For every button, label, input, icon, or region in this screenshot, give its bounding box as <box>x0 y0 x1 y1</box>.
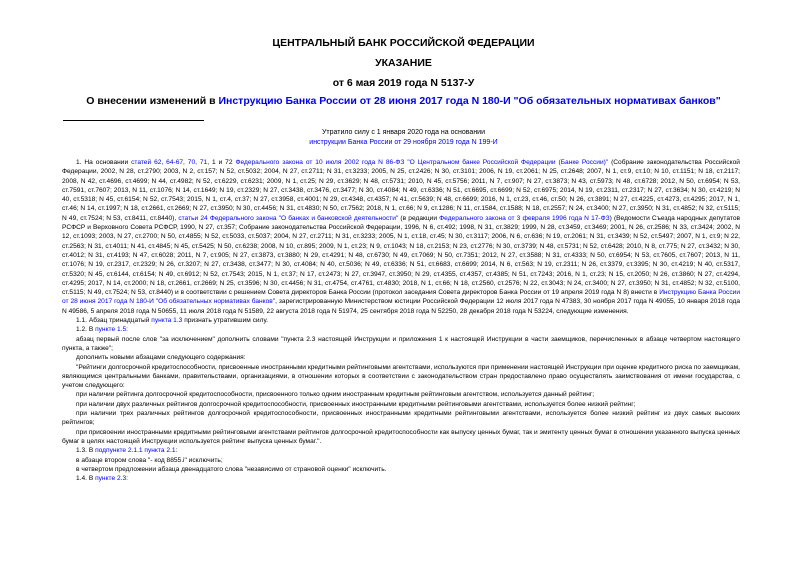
separator-rule <box>63 120 204 121</box>
text: (в редакции <box>398 214 440 222</box>
paragraph-1-3 <box>62 446 740 455</box>
document-date-number: от 6 мая 2019 года N 5137-У <box>332 77 475 89</box>
text: , зарегистрированную Министерством юстиции Российской Федерации 12 июля 2017 года N 47383, 30 ноября 2017 года N 49055, 10 января 2018 года N 49586, 5 апреля 2018 года N 50655, 11 июля 2018 года N 51589, 22 августа 2018 года N 51974, 25 сентября 2018 года N 52250, 28 декабря 2018 года N 53224, следующие изменения. <box>62 298 741 315</box>
text: 1.1. Абзац тринадцатый <box>76 317 152 325</box>
text: ) (Ведомости Съезда народных депутатов РСФСР и Верховного Совета РСФСР, 1990, N 27, ст.357; Собрание законодательства Российской Федерации, 1996, N 6, ст.492; 1998, N 31, ст.3829; 1999, N 28, ст.3459, ст.3469; 2001, N 26, ст.2586; N 33, ст.3424; 2002, N 12, ст.1093; 2003, N 27, ст.2700; N 50, ст.4855; N 52, ст.5033, ст.5037; 2004, N 27, ст.2711; N 31, ст.3233; 2005, N 1, ст.18, ст.45; N 30, ст.3117; 2006, N 6, ст.636; N 19, ст.2061; N 31, ст.3439; N 52, ст.5497; 2007, N 1, ст.9; N 22, ст.2563; N 31, ст.4011; N 41, ст.4845; N 45, ст.5425; N 50, ст.6238; 2008, N 10, ст.895; 2009, N 1, ст.23; N 9, ст.1043; N 18, ст.2153; N 23, ст.2776; N 30, ст.3739; N 48, ст.5731; N 52, ст.6428; 2010, N 8, ст.775; N 27, ст.3432; N 30, ст.4012; N 31, ст.4193; N 47, ст.6028; 2011, N 7, ст.905; N 27, ст.3873, ст.3880; N 29, ст.4291; N 48, ст.6730; N 49, ст.7069; N 50, ст.7351; 2012, N 27, ст.3588; N 31, ст.4333; N 50, ст.6954; N 53, ст.7605, ст.7607; 2013, N 11, ст.1076; N 19, ст.2317, ст.2329; N 26, ст.3207; N 27, ст.3438, ст.3477; N 30, ст.4084; N 40, ст.5036; N 49, ст.6336; N 51, ст.6683, ст.6699; 2014, N 6, ст.563; N 19, ст.2311; N 26, ст.3379, ст.3395; N 30, ст.4219; N 40, ст.5317, ст.5320; N 45, ст.6144, ст.6154; N 49, ст.6912; N 52, ст.7543; 2015, N 1, ст.37; N 17, ст.2473; N 27, ст.3947, ст.3950; N 29, ст.4355, ст.4357, ст.4385; N 51, ст.7243; 2016, N 1, ст.23; N 15, ст.2050; N 26, ст.3860; N 27, ст.4294, ст.4295; 2017, N 14, ст.2000; N 18, ст.2661, ст.2669; N 25, ст.3596; N 30, ст.4456; N 31, ст.4754, ст.4761, ст.4830; 2018, N 1, ст.66; N 18, ст.2560, ст.2576; N 22, ст.3043; N 24, ст.3400; N 27, ст.3950; N 31, ст.4852; N 32, ст.5100, ст.5115; N 49, ст.7524; N 53, ст.8440) и в соответствии с решением Совета директоров Банка России (протокол заседания Совета директоров Банка России от 19 апреля 2019 года N 8) внести в <box>62 214 740 297</box>
expiry-note-line1: Утратило силу с 1 января 2020 года на основании <box>321 129 486 136</box>
paragraph-1-2-f: при наличии трех различных рейтингов долгосрочной кредитоспособности, присвоенных иностранными кредитными рейтинговыми агентствами, используется более низкий рейтинг из двух самых высоких рейтингов; <box>62 410 740 427</box>
paragraph-1-3-b: в четвертом предложении абзаца двенадцатого слова "независимо от страновой оценки" исключить. <box>76 465 387 473</box>
title-prefix: О внесении изменений в <box>86 95 219 107</box>
paragraph-1-4 <box>62 474 740 483</box>
link-federal-law-86fz[interactable]: Федерального закона от 10 июля 2002 года N 86-ФЗ "О Центральном банке Российской Федерации (Банке России)" <box>235 159 609 166</box>
paragraph-1-2-c: "Рейтинги долгосрочной кредитоспособности, присвоенные иностранными кредитными рейтинговыми агентствами, используются при применении настоящей Инструкции при оценке кредитного риска по заемщикам, являющимся центральными банками, правительствами, организациями, в отношении которых в соответствии с законодательством стран предоставлено право осуществлять заимствования от имени государства, с учетом следующего: <box>62 363 740 390</box>
text: : <box>175 447 178 455</box>
text: : <box>126 326 128 334</box>
text: 1.2. В <box>76 326 96 334</box>
issuer-heading: ЦЕНТРАЛЬНЫЙ БАНК РОССИЙСКОЙ ФЕДЕРАЦИИ <box>272 37 535 49</box>
expiry-note <box>0 128 807 148</box>
link-point-1-3[interactable]: пункта 1.3 <box>151 317 183 325</box>
text: 1.3. В <box>76 447 96 455</box>
paragraph-1-1 <box>62 316 740 325</box>
link-instruction-180i[interactable]: Инструкцию Банка России от 28 июня 2017 года N 180-И "Об обязательных нормативах банков" <box>62 289 740 306</box>
text: 1. На основании <box>76 159 132 166</box>
link-subpoint-2-1-1[interactable]: подпункте 2.1.1 пункта 2.1 <box>95 447 176 455</box>
paragraph-1-2-e: при наличии двух различных рейтингов долгосрочной кредитоспособности, присвоенных иностранными кредитными рейтинговыми агентствами, используется более низкий рейтинг; <box>76 400 636 408</box>
paragraph-1-3-a: в абзаце втором слова "- код 8855.i" исключить; <box>76 456 223 464</box>
link-point-1-5[interactable]: пункте 1.5 <box>95 326 127 334</box>
paragraph-1 <box>62 158 740 316</box>
link-point-2-3[interactable]: пункте 2.3 <box>95 475 127 483</box>
link-articles-62-72[interactable]: статей 62, 64-67, 70, 71 <box>131 159 208 166</box>
paragraph-1-2-d: при наличии рейтинга долгосрочной кредитоспособности, присвоенного только одним иностранным кредитным рейтинговым агентством, используется данный рейтинг; <box>76 391 595 399</box>
paragraph-1-2-g: при присвоении иностранными кредитными рейтинговыми агентствами рейтингов долгосрочной кредитоспособности как выпуску ценных бумаг, так и эмитенту ценных бумаг в отношении указанного выпуска ценных бумаг в целях настоящей Инструкции используется рейтинг выпуска ценных бумаг.". <box>62 428 740 445</box>
text: (Собрание законодательства Российской Федерации, 2002, N 28, ст.2790; 2003, N 2, ст.157; N 52, ст.5032; 2004, N 27, ст.2711; N 31, ст.3233; 2005, N 25, ст.2426; N 30, ст.3101; 2006, N 19, ст.2061; N 25, ст.2648; 2007, N 1, ст.9, ст.10; N 10, ст.1151; N 18, ст.2117; 2008, N 42, ст.4696, ст.4699; N 44, ст.4982; N 52, ст.6229, ст.6231; 2009, N 1, ст.25; N 29, ст.3629; N 48, ст.5731; 2010, N 45, ст.5756; 2011, N 7, ст.907; N 27, ст.3873; N 43, ст.5973; N 48, ст.6728; 2012, N 50, ст.6954; N 53, ст.7591, ст.7607; 2013, N 11, ст.1076; N 14, ст.1649; N 19, ст.2329; N 27, ст.3438, ст.3476, ст.3477; N 30, ст.4084; N 49, ст.6336; N 51, ст.6695, ст.6699; N 52, ст.6975; 2014, N 19, ст.2311, ст.2317; N 27, ст.3634; N 30, ст.4219; N 40, ст.5318; N 45, ст.6154; N 52, ст.7543; 2015, N 1, ст.4, ст.37; N 27, ст.3958, ст.4001; N 29, ст.4348, ст.4357; N 41, ст.5639; N 48, ст.6699; 2016, N 1, ст.23, ст.46, ст.50; N 26, ст.3891; N 27, ст.4225, ст.4273, ст.4295; 2017, N 1, ст.46; N 14, ст.1997; N 18, ст.2661, ст.2669; N 27, ст.3950; N 30, ст.4456; N 31, ст.4830; N 50, ст.7562; 2018, N 1, ст.66; N 9, ст.1286; N 11, ст.1584, ст.1588; N 18, ст.2557; N 24, ст.3400; N 27, ст.3950; N 31, ст.4852; N 32, ст.5115; N 49, ст.7524; N 53, ст.8411, ст.8440), <box>62 159 740 222</box>
document-title <box>0 95 807 107</box>
text: 1.4. В <box>76 475 96 483</box>
paragraph-1-2-a: абзац первый после слов "за исключением" дополнить словами "пункта 2.3 настоящей Инструкции и приложения 1 к настоящей Инструкции в части заемщиков, перечисленных в абзаце четвертом настоящего пункта, а также"; <box>62 335 740 352</box>
paragraph-1-2-b: дополнить новыми абзацами следующего содержания: <box>76 354 246 362</box>
link-federal-law-17fz[interactable]: Федерального закона от 3 февраля 1996 года N 17-ФЗ <box>439 214 610 222</box>
document-body <box>62 158 740 483</box>
title-link-instruction-180i[interactable]: Инструкцию Банка России от 28 июня 2017 года N 180-И "Об обязательных нормативах банков" <box>218 95 721 107</box>
text: : <box>126 475 128 483</box>
link-article-24-banks-law[interactable]: статьи 24 Федерального закона "О банках и банковской деятельности" <box>178 214 399 222</box>
document-type: УКАЗАНИЕ <box>375 57 432 69</box>
text: , 1 и 72 <box>207 159 236 166</box>
text: признать утратившим силу. <box>182 317 268 325</box>
paragraph-1-2 <box>62 325 740 334</box>
expiry-note-link[interactable]: инструкции Банка России от 29 ноября 2019 года N 199-И <box>309 139 498 146</box>
